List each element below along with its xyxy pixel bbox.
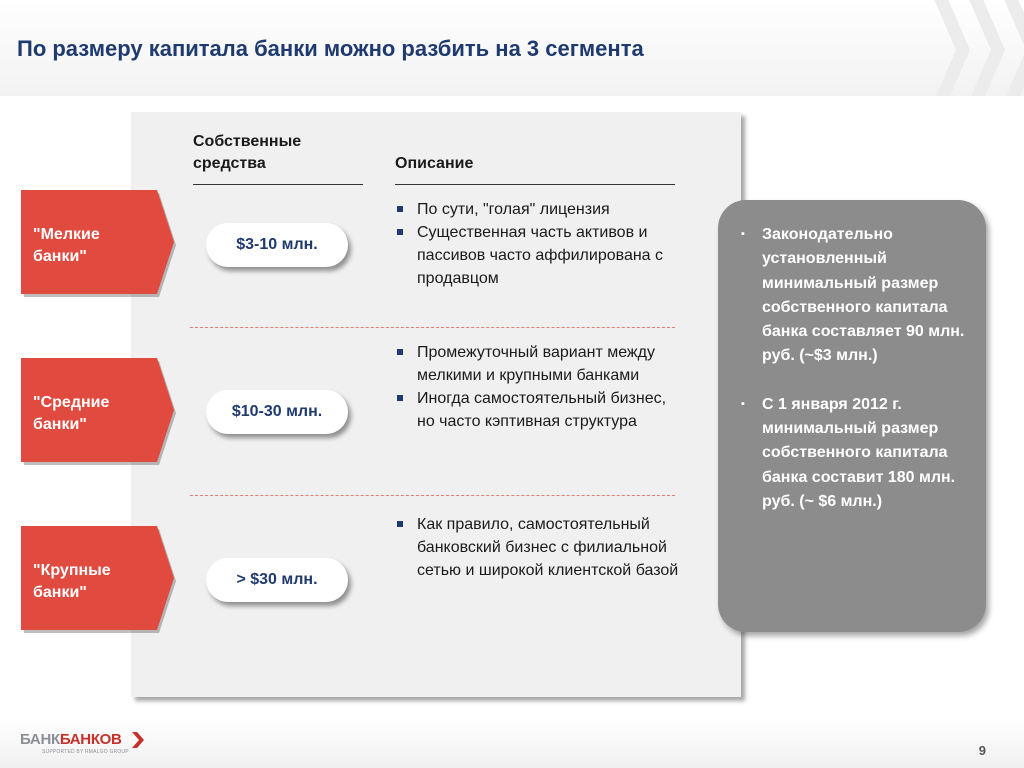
header-chevron-decoration (930, 0, 970, 96)
square-bullet-icon: ▪ (741, 397, 745, 410)
page-title: По размеру капитала банки можно разбить на 3 сегмента (17, 36, 644, 61)
list-item (395, 387, 685, 433)
capital-pill-small: $3-10 млн. (206, 223, 348, 267)
square-bullet-icon: ▪ (741, 228, 745, 240)
row-divider (190, 495, 675, 496)
list-item (395, 198, 685, 221)
column-header-description: Описание (395, 153, 675, 185)
page-number: 9 (978, 743, 986, 758)
logo-part-2: БАНКОВ (59, 731, 122, 748)
description-list-small (395, 198, 685, 290)
square-bullet-icon (397, 229, 403, 235)
segment-tag-label: "Крупные банки" (33, 562, 111, 601)
segment-tag-label: "Средние банки" (33, 394, 110, 433)
info-text: Законодательно установленный минимальный размер собственного капитала банка составляет 90 млн. руб. (~$3 млн.) (762, 226, 965, 365)
logo-wordmark (20, 731, 122, 748)
list-item (395, 341, 685, 387)
capital-pill-medium: $10-30 млн. (206, 390, 348, 434)
description-list-large (395, 513, 685, 582)
capital-pill-large: > $30 млн. (206, 558, 348, 602)
header-chevron-decoration (965, 0, 1005, 96)
column-header-funds: Собственные средства (193, 131, 363, 185)
square-bullet-icon (397, 395, 403, 401)
bullet-text: Существенная часть активов и пассивов часто аффилирована с продавцом (417, 224, 664, 287)
list-item (395, 221, 685, 290)
logo-chevron-icon (132, 732, 146, 748)
footer-band (0, 718, 1024, 768)
segment-tag-label: "Мелкие банки" (33, 226, 100, 265)
segment-tag-small-banks (21, 190, 177, 300)
info-text: С 1 января 2012 г. минимальный размер собственного капитала банка составит 180 млн. руб. (~ $6 млн.) (762, 395, 956, 510)
bullet-text: По сути, "голая" лицензия (417, 201, 610, 218)
logo-subtitle: SUPPORTED BY RMALGO GROUP (42, 749, 129, 755)
square-bullet-icon (397, 521, 403, 527)
segment-tag-medium-banks (21, 358, 177, 468)
bullet-text: Промежуточный вариант между мелкими и крупными банками (417, 344, 655, 384)
square-bullet-icon (397, 206, 403, 212)
bullet-text: Иногда самостоятельный бизнес, но часто кэптивная структура (417, 390, 667, 430)
description-list-medium (395, 341, 685, 433)
list-item (740, 393, 975, 514)
list-item (740, 223, 975, 369)
row-divider (190, 327, 675, 328)
regulation-info-list (740, 223, 975, 514)
header-chevron-decoration (1000, 0, 1024, 96)
bankbankov-logo (20, 731, 150, 761)
bullet-text: Как правило, самостоятельный банковский бизнес с филиальной сетью и широкой клиентской базой (417, 516, 679, 579)
list-item (395, 513, 685, 582)
logo-part-1: БАНК (20, 731, 60, 748)
segment-tag-large-banks (21, 526, 177, 636)
square-bullet-icon (397, 349, 403, 355)
